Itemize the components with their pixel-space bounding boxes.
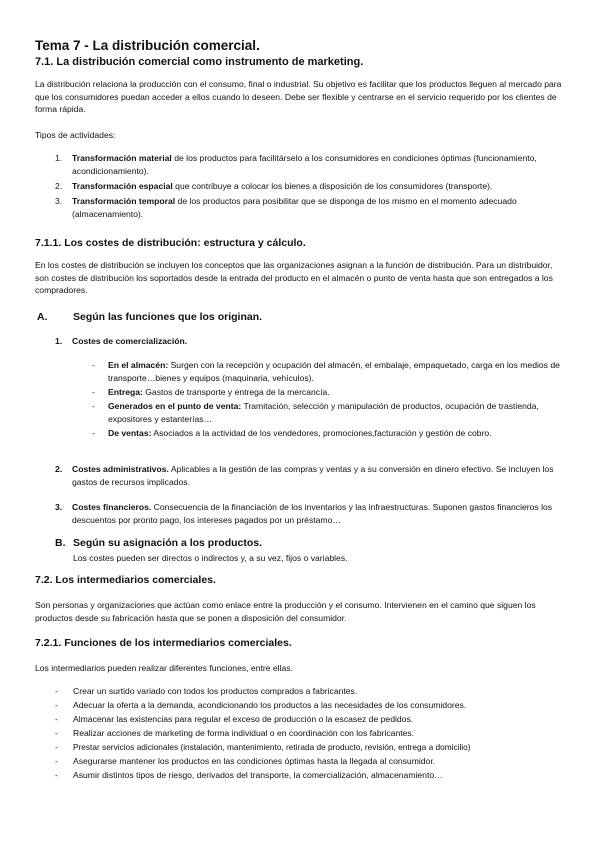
list-item [72,152,562,177]
list-item [72,195,557,220]
list-item-text: Tramitación, selección y manipulación de productos, ocupación de trastienda, expositores y estanterías… [108,401,539,424]
list-number: 3. [55,502,63,512]
dash-bullet: - [92,360,95,370]
list-item-text: Asociados a la actividad de los vendedores, promociones,facturación y gestión de cobro. [151,428,492,438]
heading-costes-comercializacion: Costes de comercialización. [72,336,188,346]
heading-asignacion-productos: Según su asignación a los productos. [73,537,263,549]
list-item: Realizar acciones de marketing de forma individual o en coordinación con los fabricantes. [73,728,415,738]
list-item-text: de los productos para facilitárselo a los consumidores en condiciones óptimas (funcionamiento, acondicionamiento). [72,153,537,176]
heading-7-2-1: 7.2.1. Funciones de los intermediarios comerciales. [35,637,292,649]
list-item [108,359,563,384]
list-number: 1. [55,153,63,163]
dash-bullet: - [55,756,58,766]
dash-bullet: - [92,387,95,397]
dash-bullet: - [55,742,58,752]
list-item: Almacenar las existencias para regular el exceso de producción o la escasez de pedidos. [73,714,414,724]
list-item-bold: Entrega: [108,387,143,397]
dash-bullet: - [55,714,58,724]
list-item-bold: Generados en el punto de venta: [108,401,242,411]
dash-bullet: - [92,428,95,438]
paragraph-asignacion: Los costes pueden ser directos o indirectos y, a su vez, fijos o variables. [73,553,348,563]
costes-financieros [72,501,567,526]
paragraph-distribucion: La distribución relaciona la producción con el consumo, final o industrial. Su objetivo es facilitar que los productos lleguen al mercado para que los consumidores puedan acceder a ellos cuando lo deseen. Debe ser flexible y centrarse en el servicio requerido por los clientes de forma rápida. [35,79,562,114]
list-item-bold: Transformación temporal [72,196,176,206]
list-item-bold: Transformación material [72,153,172,163]
list-item-text: Aplicables a la gestión de las compras y ventas y a su conversión en dinero efectivo. Se incluyen los gastos de recursos implicados. [72,464,554,487]
heading-7-2: 7.2. Los intermediarios comerciales. [35,574,216,586]
list-item: Adecuar la oferta a la demanda, acondicionando los productos a las necesidades de los consumidores. [73,700,467,710]
section-label-a: A. [37,311,48,323]
list-item-text: Gastos de transporte y entrega de la mercancía. [142,387,330,397]
paragraph-funciones: Los intermediarios pueden realizar diferentes funciones, entre ellas. [35,663,293,673]
page-title: Tema 7 - La distribución comercial. [35,38,260,53]
heading-7-1: 7.1. La distribución comercial como instrumento de marketing. [35,56,364,68]
dash-bullet: - [92,401,95,411]
list-item: Prestar servicios adicionales (instalación, mantenimiento, retirada de producto, revisión, entrega a domicilio) [73,742,471,752]
list-item-text: de los productos para posibilitar que se disponga de los mismo en el momento adecuado (almacenamiento). [72,196,517,219]
heading-7-1-1: 7.1.1. Los costes de distribución: estructura y cálculo. [35,237,306,249]
list-item-bold: Costes financieros. [72,502,152,512]
tipos-label: Tipos de actividades: [35,130,116,140]
list-item: Asumir distintos tipos de riesgo, derivados del transporte, la comercialización, almacenamiento… [73,770,443,780]
list-item: Asegurarse mantener los productos en las condiciones óptimas hasta la llegada al consumidor. [73,756,436,766]
heading-segun-funciones: Según las funciones que los originan. [73,311,263,323]
dash-bullet: - [55,770,58,780]
costes-administrativos [72,463,567,488]
dash-bullet: - [55,700,58,710]
list-number: 3. [55,196,63,206]
section-label-b: B. [55,537,66,549]
list-item [72,180,572,193]
list-item-bold: En el almacén: [108,360,169,370]
list-item-bold: Costes administrativos. [72,464,169,474]
list-item-bold: De ventas: [108,428,152,438]
list-item: Crear un surtido variado con todos los productos comprados a fabricantes. [73,686,358,696]
list-number: 1. [55,336,63,346]
list-item [108,400,563,425]
list-item [108,427,573,440]
dash-bullet: - [55,728,58,738]
list-number: 2. [55,464,63,474]
list-number: 2. [55,181,63,191]
list-item-text: Consecuencia de la financiación de los inventarios y las infraestructuras. Suponen gastos financieros los descuentos por pronto pago, los intereses pagados por un préstamo… [72,502,553,525]
paragraph-intermediarios: Son personas y organizaciones que actúan como enlace entre la producción y el consumo. Intervienen en el camino que siguen los productos desde su fabricación hasta que se ponen a disposición del consumidor. [35,600,536,623]
list-item-text: Surgen con la recepción y ocupación del almacén, el embalaje, empaquetado, carga en los medios de transporte…bienes y equipos (maquinaria, vehículos). [108,360,560,383]
list-item-bold: Transformación espacial [72,181,173,191]
dash-bullet: - [55,686,58,696]
list-item-text: que contribuye a colocar los bienes a disposición de los consumidores (transporte). [172,181,493,191]
list-item [108,386,563,399]
paragraph-costes: En los costes de distribución se incluyen los conceptos que las organizaciones asignan a la función de distribución. Para un distribuidor, son costes de distribución los soportados desde la entrada del producto en el almacén o punto de venta hasta que son entregados a los compradores. [35,260,553,295]
